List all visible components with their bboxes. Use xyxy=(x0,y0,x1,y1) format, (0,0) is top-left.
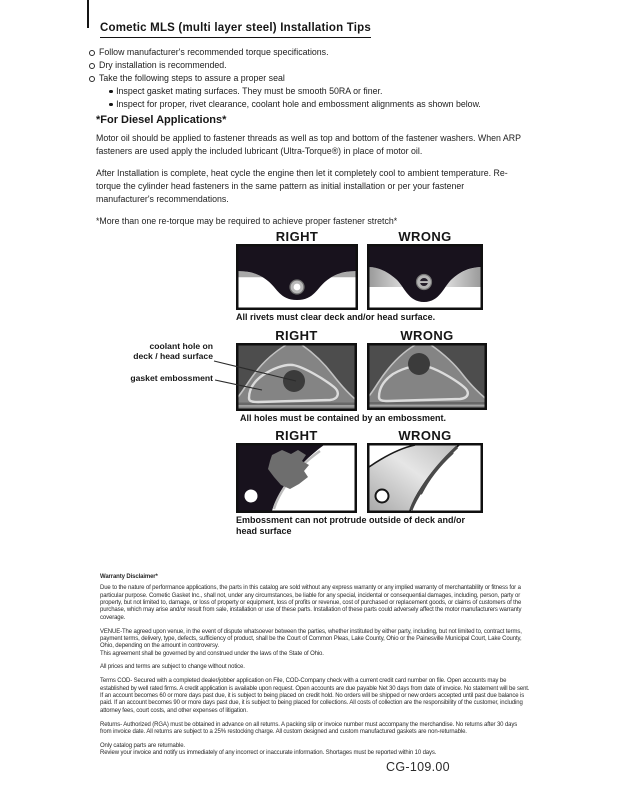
catalog-parts-line: Only catalog parts are returnable. xyxy=(100,742,185,749)
coolant-hole xyxy=(408,353,430,375)
rivet-clearance-right-diagram xyxy=(236,244,358,310)
gasket-embossment-label: gasket embossment xyxy=(130,373,213,383)
bullet-text: Dry installation is recommended. xyxy=(99,60,227,70)
bolt-hole xyxy=(245,490,258,503)
bullet-text: Inspect gasket mating surfaces. They must be smooth 50RA or finer. xyxy=(116,86,383,96)
bolt-hole xyxy=(376,490,389,503)
bullet-text: Follow manufacturer's recommended torque specifications. xyxy=(99,47,329,57)
left-crop-mark xyxy=(87,0,89,28)
diesel-applications-heading: *For Diesel Applications* xyxy=(96,114,227,126)
governing-law-line: This agreement shall be governed by and construed under the laws of the State of Ohio. xyxy=(100,650,324,657)
returns-paragraph: Returns- Authorized (RGA) must be obtained in advance on all returns. A packing slip or invoice number must accompany the merchandise. No returns after 30 days from invoice date. All returns are subject to a 25% restocking charge. All custom designed and custom manufactured gaskets are non-returnable. xyxy=(100,721,518,735)
diagram2-right-label: RIGHT xyxy=(275,328,318,343)
diagram2-wrong-label: WRONG xyxy=(400,328,454,343)
installation-tips-list xyxy=(89,46,549,111)
coolant-hole xyxy=(283,370,305,392)
page-title: Cometic MLS (multi layer steel) Installation Tips xyxy=(100,22,371,38)
embossment-protrusion-right-diagram xyxy=(236,443,357,513)
bullet-circle-icon xyxy=(89,63,95,69)
list-item xyxy=(89,46,549,59)
terms-paragraph: Terms COD- Secured with a completed dealer/jobber application on File, COD-Company check with a current credit card number on file. Open accounts may be established by well rated firms. A credit application is available upon request. Open accounts are due payable Net 30 days from date of invoice. No statement will be sent. If an account becomes 60 or more days past due, it is subject to being placed on credit hold. No orders will be shipped or new orders accepted until past due balance is paid. If an account becomes 90 or more days past due, it is subject to being placed for collections. All costs of collection are the responsibility of the customer, including attorney fees, court costs, and other expenses of litigation. xyxy=(100,678,530,714)
coolant-hole-label: coolant hole on deck / head surface xyxy=(133,341,213,361)
diesel-paragraph-retorque: After Installation is complete, heat cycle the engine then let it completely cool to ambient temperature. Re-torque the cylinder head fasteners in the same pattern as initial installation or per your fastener manufacturer's recommendations. xyxy=(96,168,508,204)
warranty-paragraph: Due to the nature of performance applications, the parts in this catalog are sold without any express warranty or any implied warranty of merchantability or fitness for a particular purpose. Cometic Gasket Inc., shall not, under any circumstances, be liable for any special, incidental or consequential damages, including, person, party or property, but not limited to, damage, or loss of property or equipment, loss of profits or revenue, cost of purchased or replacement goods, or claims of customers of the purchase, which may arise and/or result from sale, installation or use of these parts. Installation of these parts could adversely affect the motor manufacturers warranty coverage. xyxy=(100,585,522,621)
embossment-containment-wrong-diagram xyxy=(367,343,487,410)
bullet-dot-icon xyxy=(109,90,113,94)
retorque-note: *More than one re-torque may be required to achieve proper fastener stretch* xyxy=(96,216,398,226)
diagram1-right-label: RIGHT xyxy=(275,229,319,244)
venue-paragraph: VENUE-The agreed upon venue, in the event of dispute whatsoever between the parties, whether instituted by either party, including, but not limited to, contract terms, payment terms, delivery, type, defects, sufficiency of product, shall be the Court of Common Pleas, Lake County, Ohio or the Painesville Municipal Court, Lake County, Ohio, depending on the amount in controversy. xyxy=(100,628,522,650)
bullet-text: Inspect for proper, rivet clearance, coolant hole and embossment alignments as shown below. xyxy=(116,99,481,109)
list-item xyxy=(89,85,549,98)
list-item xyxy=(89,98,549,111)
prices-line: All prices and terms are subject to change without notice. xyxy=(100,664,245,671)
diagram1-wrong-label: WRONG xyxy=(398,229,452,244)
diagram3-right-label: RIGHT xyxy=(275,428,318,443)
bullet-circle-icon xyxy=(89,50,95,56)
rivet-caption: All rivets must clear deck and/or head surface. xyxy=(236,312,436,322)
document-id: CG-109.00 xyxy=(386,760,450,774)
rivet-clearance-wrong-diagram xyxy=(367,244,483,310)
list-item xyxy=(89,59,549,72)
legal-fine-print xyxy=(100,574,530,764)
bullet-text: Take the following steps to assure a proper seal xyxy=(99,73,285,83)
list-item xyxy=(89,72,549,85)
warranty-disclaimer-heading: Warranty Disclaimer* xyxy=(100,574,158,580)
embossment-containment-right-diagram xyxy=(236,343,357,411)
bullet-dot-icon xyxy=(109,103,113,107)
hole-caption: All holes must be contained by an embossment. xyxy=(240,413,447,423)
embossment-caption: Embossment can not protrude outside of deck and/or head surface xyxy=(236,515,466,536)
review-invoice-line: Review your invoice and notify us immediately of any incorrect or inaccurate information. Shortages must be reported within 10 days. xyxy=(100,750,437,757)
diesel-paragraph-oil: Motor oil should be applied to fastener threads as well as top and bottom of the fastener washers. When ARP fasteners are used apply the included lubricant (Ultra-Torque®) in place of motor oil. xyxy=(96,133,521,156)
bullet-circle-icon xyxy=(89,76,95,82)
embossment-protrusion-wrong-diagram xyxy=(367,443,483,513)
diagram3-wrong-label: WRONG xyxy=(398,428,452,443)
